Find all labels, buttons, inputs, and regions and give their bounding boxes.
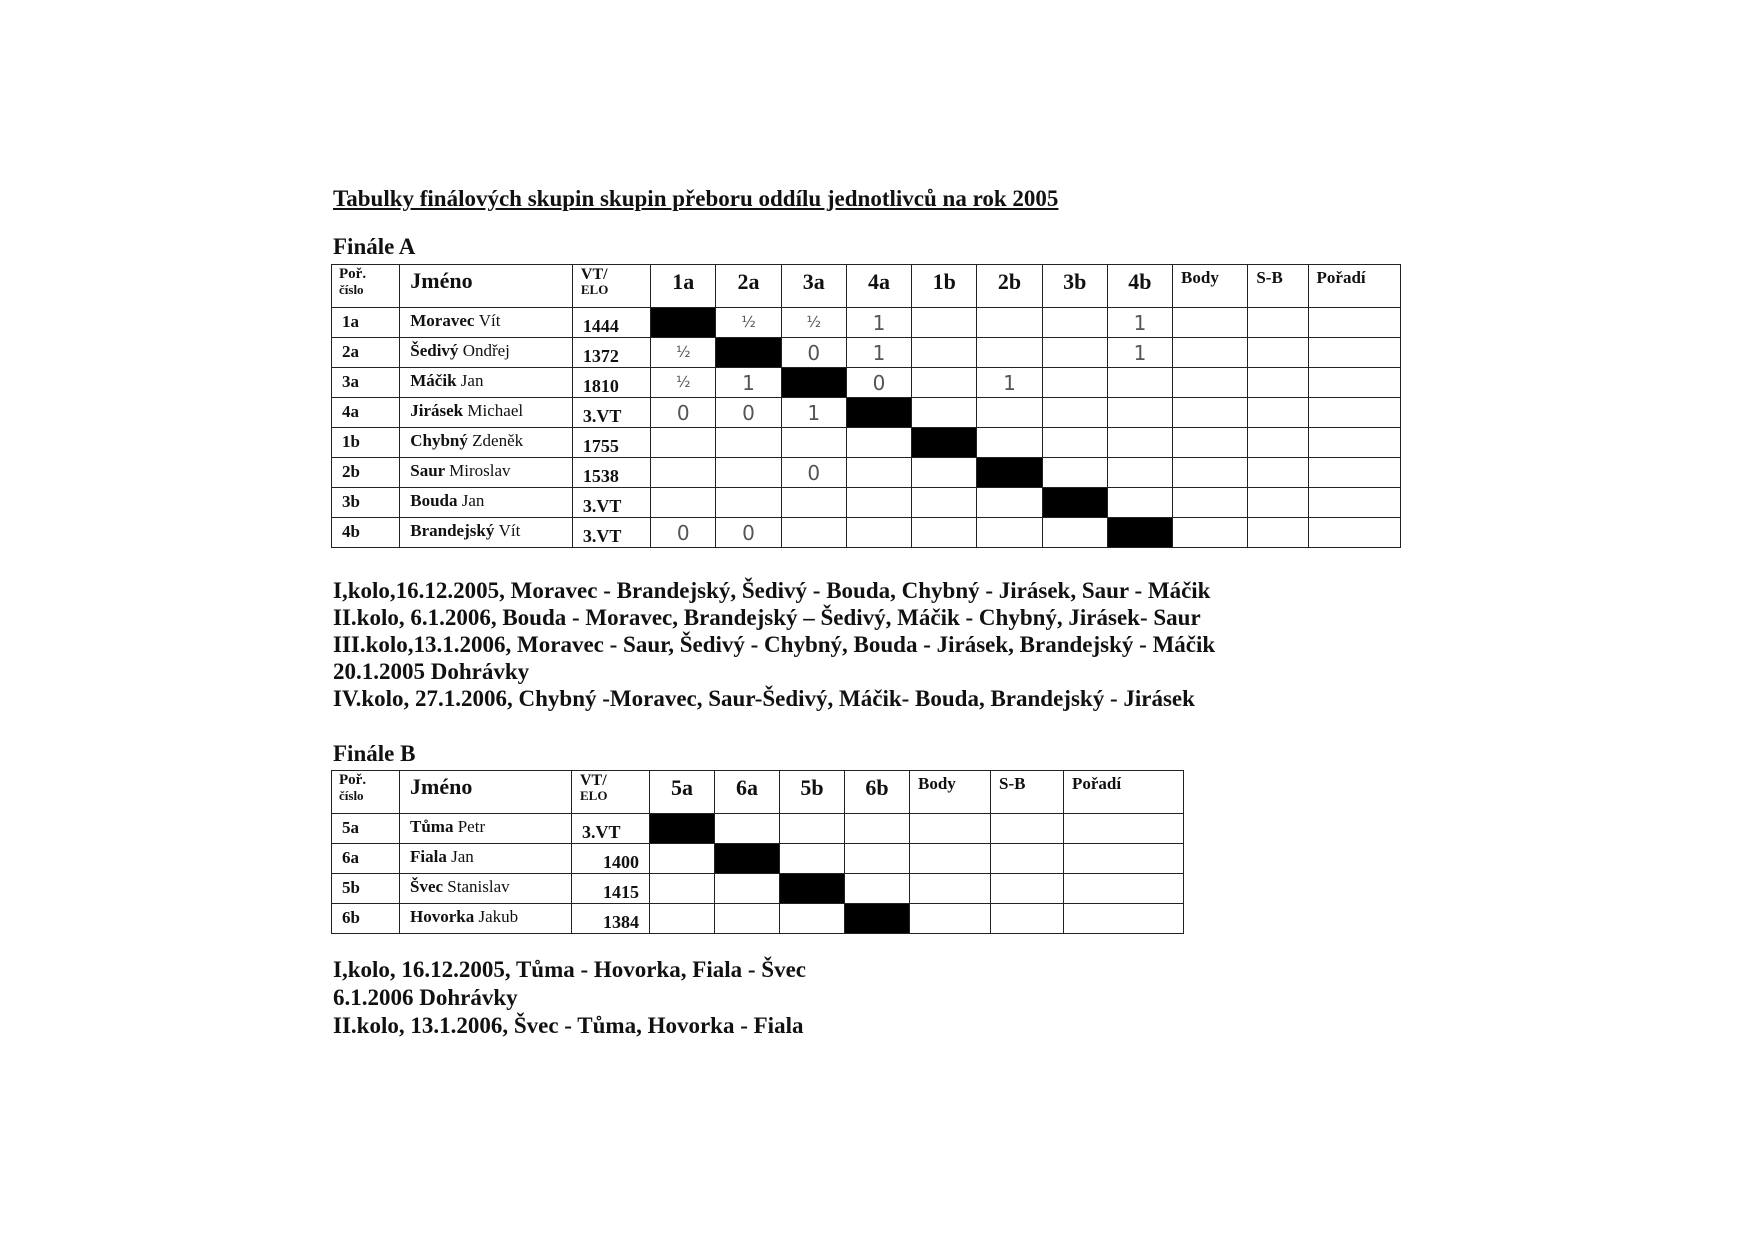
result-cell [716, 368, 781, 398]
player-elo: 1384 [572, 904, 650, 934]
sb-cell [1248, 308, 1308, 338]
player-name [400, 368, 573, 398]
player-surname: Tůma [410, 817, 454, 836]
finale-b-rounds [333, 956, 806, 1040]
body-cell [910, 874, 991, 904]
result-value: 1 [807, 400, 821, 425]
player-first-name: Jan [460, 371, 484, 390]
poradi-cell [1064, 874, 1184, 904]
player-number: 3b [332, 488, 400, 518]
round-line: 20.1.2005 Dohrávky [333, 659, 530, 684]
header-col-6b: 6b [845, 771, 910, 814]
body-cell [1173, 518, 1248, 548]
body-cell [1173, 398, 1248, 428]
result-cell [1042, 398, 1107, 428]
result-cell [977, 428, 1042, 458]
body-cell [910, 814, 991, 844]
result-cell [1107, 398, 1172, 428]
result-cell [977, 338, 1042, 368]
result-cell [977, 488, 1042, 518]
player-number: 2a [332, 338, 400, 368]
round-line: IV.kolo, 27.1.2006, Chybný -Moravec, Saur-Šedivý, Máčik- Bouda, Brandejský - Jirásek [333, 686, 1195, 711]
player-first-name: Zdeněk [472, 431, 524, 450]
result-cell [780, 904, 845, 934]
player-number: 4b [332, 518, 400, 548]
result-value: 1 [872, 340, 886, 365]
result-cell [650, 874, 715, 904]
sb-cell [1248, 428, 1308, 458]
player-surname: Bouda [410, 491, 458, 510]
result-value: 1 [872, 310, 886, 335]
player-first-name: Jan [461, 491, 485, 510]
player-elo: 1415 [572, 874, 650, 904]
header-col-5a: 5a [650, 771, 715, 814]
result-cell [651, 398, 716, 428]
player-first-name: Vít [478, 311, 501, 330]
player-number: 4a [332, 398, 400, 428]
table-row [332, 398, 1401, 428]
header-col-1a: 1a [651, 265, 716, 308]
diagonal-cell [845, 904, 910, 934]
body-cell [1173, 428, 1248, 458]
result-cell [845, 874, 910, 904]
result-cell [912, 458, 977, 488]
player-first-name: Petr [457, 817, 486, 836]
result-cell [912, 368, 977, 398]
player-number: 5b [332, 874, 400, 904]
sb-cell [991, 904, 1064, 934]
table-header-row [332, 771, 1184, 814]
player-first-name: Stanislav [447, 877, 510, 896]
result-cell [716, 518, 781, 548]
diagonal-cell [715, 844, 780, 874]
result-value: 0 [807, 460, 821, 485]
result-cell [1042, 428, 1107, 458]
poradi-cell [1308, 488, 1400, 518]
result-cell [846, 368, 911, 398]
poradi-cell [1308, 518, 1400, 548]
player-surname: Chybný [410, 431, 468, 450]
player-elo: 3.VT [572, 488, 650, 518]
finale-a-rounds [333, 577, 1215, 712]
result-cell [781, 338, 846, 368]
player-first-name: Jakub [478, 907, 519, 926]
player-number: 3a [332, 368, 400, 398]
player-elo: 1755 [572, 428, 650, 458]
result-value: 0 [742, 400, 755, 425]
result-value: 1 [1003, 370, 1016, 395]
header-col-4b: 4b [1107, 265, 1172, 308]
result-value: 1 [1133, 340, 1147, 365]
document-title: Tabulky finálových skupin skupin přeboru oddílu jednotlivců na rok 2005 [333, 186, 1059, 211]
result-cell [846, 488, 911, 518]
body-cell [1173, 308, 1248, 338]
result-cell [650, 904, 715, 934]
result-cell [912, 518, 977, 548]
table-row [332, 338, 1401, 368]
header-col-6a: 6a [715, 771, 780, 814]
result-cell [977, 398, 1042, 428]
diagonal-cell [651, 308, 716, 338]
player-surname: Švec [410, 877, 444, 896]
result-cell [912, 488, 977, 518]
player-name [400, 904, 572, 934]
result-cell [846, 458, 911, 488]
player-first-name: Jan [451, 847, 474, 866]
header-body: Body [910, 771, 991, 814]
result-cell [845, 814, 910, 844]
table-row [332, 368, 1401, 398]
result-value: ½ [676, 373, 691, 391]
sb-cell [991, 814, 1064, 844]
round-line: II.kolo, 6.1.2006, Bouda - Moravec, Brandejský – Šedivý, Máčik - Chybný, Jirásek- Saur [333, 605, 1201, 630]
result-cell [650, 844, 715, 874]
player-number: 2b [332, 458, 400, 488]
player-number: 5a [332, 814, 400, 844]
header-col-3a: 3a [781, 265, 846, 308]
player-first-name: Vít [498, 521, 521, 540]
result-cell [716, 308, 781, 338]
header-body: Body [1173, 265, 1248, 308]
result-cell [846, 308, 911, 338]
result-cell [846, 428, 911, 458]
result-cell [651, 338, 716, 368]
player-first-name: Michael [467, 401, 524, 420]
result-cell [912, 308, 977, 338]
poradi-cell [1308, 368, 1400, 398]
result-cell [780, 814, 845, 844]
table-row [332, 814, 1184, 844]
result-cell [781, 488, 846, 518]
result-value: 1 [742, 370, 755, 395]
header-col-1b: 1b [912, 265, 977, 308]
result-cell [715, 814, 780, 844]
result-cell [1042, 338, 1107, 368]
header-poradi: Pořadí [1308, 265, 1400, 308]
result-cell [977, 308, 1042, 338]
result-cell [1042, 308, 1107, 338]
header-sb: S-B [991, 771, 1064, 814]
result-value: 0 [807, 340, 821, 365]
body-cell [1173, 368, 1248, 398]
header-elo: VT/ ELO [572, 265, 650, 308]
player-number: 1b [332, 428, 400, 458]
result-cell [651, 458, 716, 488]
diagonal-cell [716, 338, 781, 368]
table-header-row [332, 265, 1401, 308]
result-cell [715, 874, 780, 904]
result-cell [912, 338, 977, 368]
body-cell [1173, 488, 1248, 518]
player-elo: 1444 [572, 308, 650, 338]
sb-cell [1248, 368, 1308, 398]
result-cell [912, 398, 977, 428]
player-elo: 1538 [572, 458, 650, 488]
header-col-2b: 2b [977, 265, 1042, 308]
player-name [400, 308, 573, 338]
player-surname: Fiala [410, 847, 447, 866]
result-cell [1107, 488, 1172, 518]
poradi-cell [1308, 428, 1400, 458]
result-cell [716, 428, 781, 458]
player-elo: 3.VT [572, 398, 650, 428]
result-value: 0 [742, 520, 755, 545]
round-line: 6.1.2006 Dohrávky [333, 985, 518, 1010]
player-name [400, 338, 573, 368]
player-name [400, 844, 572, 874]
result-value: ½ [806, 313, 822, 331]
result-cell [780, 844, 845, 874]
player-first-name: Miroslav [449, 461, 511, 480]
poradi-cell [1308, 308, 1400, 338]
player-elo: 3.VT [572, 814, 650, 844]
result-cell [1042, 368, 1107, 398]
player-name [400, 428, 573, 458]
body-cell [1173, 458, 1248, 488]
result-cell [781, 398, 846, 428]
result-cell [716, 488, 781, 518]
result-cell [716, 398, 781, 428]
player-surname: Šedivý [410, 341, 459, 360]
table-row [332, 428, 1401, 458]
player-name [400, 488, 573, 518]
diagonal-cell [846, 398, 911, 428]
body-cell [1173, 338, 1248, 368]
finale-b-label: Finále B [333, 741, 416, 766]
sb-cell [991, 844, 1064, 874]
result-cell [781, 308, 846, 338]
result-value: 0 [872, 370, 886, 395]
player-surname: Máčik [410, 371, 457, 390]
result-cell [781, 458, 846, 488]
poradi-cell [1308, 458, 1400, 488]
round-line: I,kolo,16.12.2005, Moravec - Brandejský, Šedivý - Bouda, Chybný - Jirásek, Saur - Máčik [333, 578, 1211, 603]
result-cell [651, 428, 716, 458]
diagonal-cell [650, 814, 715, 844]
header-sb: S-B [1248, 265, 1308, 308]
header-name: Jméno [400, 771, 572, 814]
header-number: Poř. číslo [332, 265, 400, 308]
header-number: Poř. číslo [332, 771, 400, 814]
table-row [332, 308, 1401, 338]
table-row [332, 874, 1184, 904]
header-poradi: Pořadí [1064, 771, 1184, 814]
header-col-2a: 2a [716, 265, 781, 308]
diagonal-cell [977, 458, 1042, 488]
poradi-cell [1064, 844, 1184, 874]
player-surname: Hovorka [410, 907, 475, 926]
result-cell [1107, 458, 1172, 488]
result-value: 1 [1133, 310, 1147, 335]
player-elo: 1400 [572, 844, 650, 874]
player-name [400, 814, 572, 844]
player-surname: Brandejský [410, 521, 495, 540]
result-cell [977, 368, 1042, 398]
player-surname: Moravec [410, 311, 475, 330]
player-number: 6a [332, 844, 400, 874]
diagonal-cell [780, 874, 845, 904]
finale-b-table [331, 770, 1184, 934]
result-cell [846, 518, 911, 548]
table-row [332, 844, 1184, 874]
player-name [400, 874, 572, 904]
result-cell [651, 518, 716, 548]
poradi-cell [1064, 904, 1184, 934]
header-elo: VT/ ELO [572, 771, 650, 814]
player-surname: Saur [410, 461, 445, 480]
player-elo: 1810 [572, 368, 650, 398]
round-line: I,kolo, 16.12.2005, Tůma - Hovorka, Fiala - Švec [333, 957, 807, 982]
result-value: ½ [741, 313, 756, 331]
sb-cell [1248, 458, 1308, 488]
player-elo: 1372 [572, 338, 650, 368]
player-number: 6b [332, 904, 400, 934]
header-col-4a: 4a [846, 265, 911, 308]
result-cell [1107, 308, 1172, 338]
header-name: Jméno [400, 265, 573, 308]
header-col-5b: 5b [780, 771, 845, 814]
table-row [332, 488, 1401, 518]
result-cell [781, 428, 846, 458]
diagonal-cell [912, 428, 977, 458]
result-cell [715, 904, 780, 934]
player-name [400, 518, 573, 548]
finale-a-table [331, 264, 1401, 548]
result-cell [977, 518, 1042, 548]
player-number: 1a [332, 308, 400, 338]
result-cell [1107, 368, 1172, 398]
result-cell [1107, 428, 1172, 458]
player-name [400, 398, 573, 428]
result-cell [781, 518, 846, 548]
header-col-3b: 3b [1042, 265, 1107, 308]
sb-cell [1248, 398, 1308, 428]
result-value: ½ [676, 343, 691, 361]
poradi-cell [1308, 338, 1400, 368]
sb-cell [1248, 338, 1308, 368]
sb-cell [1248, 488, 1308, 518]
result-cell [1107, 338, 1172, 368]
table-row [332, 904, 1184, 934]
result-value: 0 [676, 520, 690, 545]
sb-cell [1248, 518, 1308, 548]
poradi-cell [1308, 398, 1400, 428]
result-cell [845, 844, 910, 874]
round-line: II.kolo, 13.1.2006, Švec - Tůma, Hovorka - Fiala [333, 1013, 804, 1038]
table-row [332, 518, 1401, 548]
diagonal-cell [781, 368, 846, 398]
result-cell [1042, 518, 1107, 548]
player-first-name: Ondřej [462, 341, 510, 360]
diagonal-cell [1042, 488, 1107, 518]
table-row [332, 458, 1401, 488]
round-line: III.kolo,13.1.2006, Moravec - Saur, Šedivý - Chybný, Bouda - Jirásek, Brandejský - Máčik [333, 632, 1216, 657]
body-cell [910, 904, 991, 934]
player-surname: Jirásek [410, 401, 464, 420]
diagonal-cell [1107, 518, 1172, 548]
result-cell [846, 338, 911, 368]
result-cell [651, 488, 716, 518]
result-cell [716, 458, 781, 488]
body-cell [910, 844, 991, 874]
result-cell [1042, 458, 1107, 488]
sb-cell [991, 874, 1064, 904]
result-cell [651, 368, 716, 398]
player-name [400, 458, 573, 488]
poradi-cell [1064, 814, 1184, 844]
finale-a-label: Finále A [333, 234, 416, 259]
player-elo: 3.VT [572, 518, 650, 548]
result-value: 0 [676, 400, 690, 425]
